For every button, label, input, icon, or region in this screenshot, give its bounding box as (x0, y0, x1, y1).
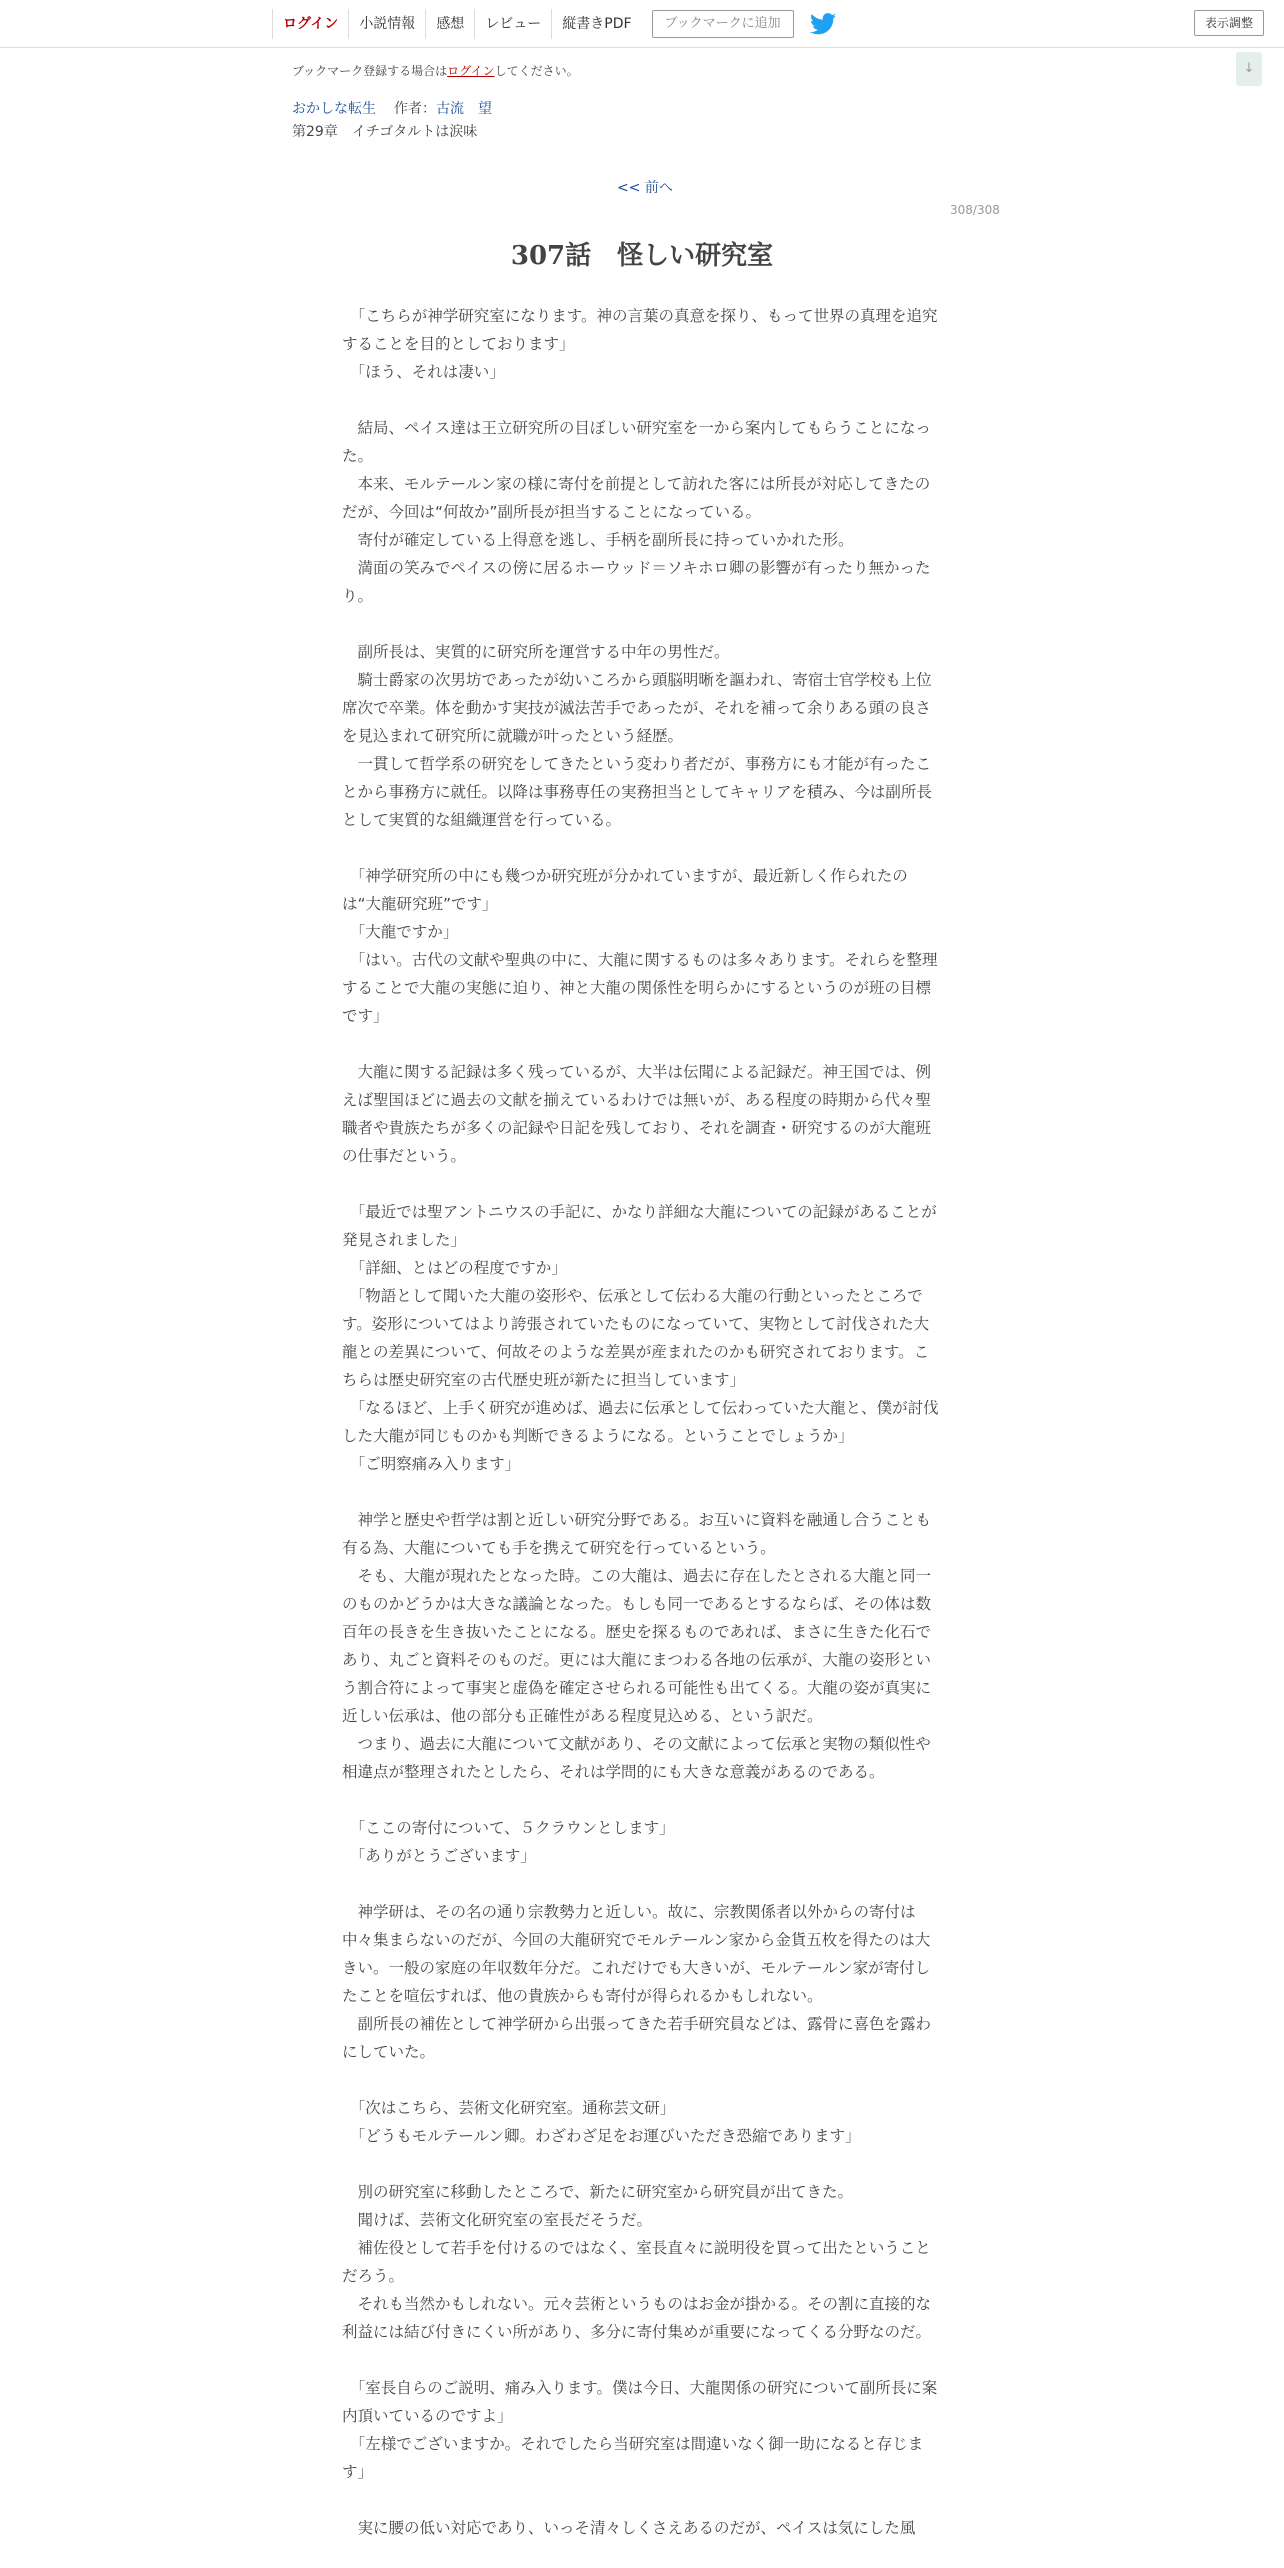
novel-paragraph: 大龍に関する記録は多く残っているが、大半は伝聞による記録だ。神王国では、例えば聖国ほどに過去の文献を揃えているわけでは無いが、ある程度の時期から代々聖職者や貴族たちが多くの記録や日記を残しており、それを調査・研究するのが大龍班の仕事だという。 (342, 1063, 932, 1165)
chapter-title: 第29章 イチゴタルトは涙味 (292, 124, 478, 140)
novel-paragraph: そも、大龍が現れたとなった時。この大龍は、過去に存在したとされる大龍と同一のものかどうかは大きな議論となった。もしも同一であるとするならば、その体は数百年の長きを生き抜いたことになる。歴史を探るものであれば、まさに生きた化石であり、丸ごと資料そのものだ。更には大龍にまつわる各地の伝承が、大龍の姿形という割合符によって事実と虚偽を確定させられる可能性も出てくる。大龍の姿が真実に近しい伝承は、他の部分も正確性がある程度見込める、という訳だ。 (342, 1567, 932, 1725)
novel-paragraph (342, 2066, 942, 2094)
novel-paragraph: 「物語として聞いた大龍の姿形や、伝承として伝わる大龍の行動といったところです。姿形についてはより誇張されていたものになっていて、実物として討伐された大龍との差異について、何故そのような差異が産まれたのかも研究されております。こちらは歴史研究室の古代歴史班が新たに担当しています」 (342, 1287, 930, 1389)
novel-paragraph: 満面の笑みでペイスの傍に居るホーウッド＝ソキホロ卿の影響が有ったり無かったり。 (342, 559, 931, 605)
episode-title: 307話 怪しい研究室 (510, 241, 774, 271)
novel-paragraph: 副所長は、実質的に研究所を運営する中年の男性だ。 (342, 643, 730, 661)
novel-paragraph: 「どうもモルテールン卿。わざわざ足をお運びいただき恐縮であります」 (342, 2127, 861, 2145)
novel-paragraph: 「次はこちら、芸術文化研究室。通称芸文研」 (342, 2099, 676, 2117)
novel-paragraph (342, 1786, 942, 1814)
arrow-down-icon[interactable]: ↓ (1236, 52, 1262, 86)
add-bookmark-button[interactable]: ブックマークに追加 (652, 10, 794, 38)
novel-paragraph: 「ほう、それは凄い」 (342, 363, 505, 381)
novel-paragraph: 「詳細、とはどの程度ですか」 (342, 1259, 567, 1277)
novel-paragraph: 補佐役として若手を付けるのではなく、室長直々に説明役を買って出たということだろう。 (342, 2239, 931, 2285)
novel-paragraph: つまり、過去に大龍について文献があり、その文献によって伝承と実物の類似性や相違点が整理されたとしたら、それは学問的にも大きな意義があるのである。 (342, 1735, 931, 1781)
novel-paragraph (342, 2346, 942, 2374)
novel-paragraph (342, 610, 942, 638)
novel-paragraph (342, 2486, 942, 2514)
novel-paragraph: それも当然かもしれない。元々芸術というものはお金が掛かる。その割に直接的な利益には結び付きにくい所があり、多分に寄付集めが重要になってくる分野なのだ。 (342, 2295, 932, 2341)
novel-paragraph (342, 1870, 942, 1898)
novel-body (342, 302, 942, 2542)
bookmark-login-note (292, 62, 579, 79)
novel-paragraph: 寄付が確定している上得意を逃し、手柄を副所長に持っていかれた形。 (342, 531, 854, 549)
novel-paragraph: 「大龍ですか」 (342, 923, 459, 941)
novel-paragraph: 「はい。古代の文献や聖典の中に、大龍に関するものは多々あります。それらを整理することで大龍の実態に迫り、神と大龍の関係性を明らかにするというのが班の目標です」 (342, 951, 938, 1025)
nav-vertical-pdf-link[interactable]: 縦書きPDF (551, 9, 641, 39)
nav-novel-info-link[interactable]: 小説情報 (348, 9, 425, 39)
display-settings-button[interactable]: 表示調整 (1194, 10, 1264, 36)
nav-review-link[interactable]: レビュー (474, 9, 551, 39)
novel-paragraph (342, 1478, 942, 1506)
novel-paragraph: 「なるほど、上手く研究が進めば、過去に伝承として伝わっていた大龍と、僕が討伐した大龍が同じものかも判断できるようになる。ということでしょうか」 (342, 1399, 939, 1445)
bookmark-note-after: してください。 (494, 64, 579, 78)
novel-paragraph: 「最近では聖アントニウスの手記に、かなり詳細な大龍についての記録があることが発見されました」 (342, 1203, 937, 1249)
novel-paragraph: 一貫して哲学系の研究をしてきたという変わり者だが、事務方にも才能が有ったことから事務方に就任。以降は事務専任の実務担当としてキャリアを積み、今は副所長として実質的な組織運営を行っている。 (342, 755, 932, 829)
novel-paragraph: 聞けば、芸術文化研究室の室長だそうだ。 (342, 2211, 653, 2229)
novel-paragraph: 騎士爵家の次男坊であったが幼いころから頭脳明晰を謳われ、寄宿士官学校も上位席次で卒業。体を動かす実技が滅法苦手であったが、それを補って余りある頭の良さを見込まれて研究所に就職が叶ったという経歴。 (342, 671, 932, 745)
bookmark-note-before: ブックマーク登録する場合は (292, 64, 448, 78)
novel-paragraph: 別の研究室に移動したところで、新たに研究室から研究員が出てきた。 (342, 2183, 854, 2201)
top-nav-bar (0, 0, 1284, 48)
novel-paragraph: 副所長の補佐として神学研から出張ってきた若手研究員などは、露骨に喜色を露わにしていた。 (342, 2015, 932, 2061)
novel-paragraph: 「室長自らのご説明、痛み入ります。僕は今日、大龍関係の研究について副所長に案内頂いているのですよ」 (342, 2379, 938, 2425)
author-link[interactable]: 古流 望 (436, 101, 492, 117)
novel-paragraph (342, 2150, 942, 2178)
nav-login-link[interactable]: ログイン (272, 9, 348, 39)
nav-menu (272, 8, 836, 40)
bookmark-note-login-link[interactable]: ログイン (447, 64, 495, 78)
novel-paragraph: 実に腰の低い対応であり、いっそ清々しくさえあるのだが、ペイスは気にした風 (342, 2519, 916, 2537)
novel-paragraph: 神学と歴史や哲学は割と近しい研究分野である。お互いに資料を融通し合うことも有る為、大龍についても手を携えて研究を行っているという。 (342, 1511, 932, 1557)
novel-paragraph: 「ここの寄付について、５クラウンとします」 (342, 1819, 675, 1837)
page-count: 308/308 (950, 203, 1000, 217)
prev-page-link[interactable]: << 前へ (617, 180, 673, 196)
novel-title-link[interactable]: おかしな転生 (292, 101, 376, 117)
novel-info (292, 98, 492, 118)
novel-paragraph (342, 1170, 942, 1198)
novel-paragraph: 「ご明察痛み入ります」 (342, 1455, 521, 1473)
novel-paragraph: 本来、モルテールン家の様に寄付を前提として訪れた客には所長が対応してきたのだが、今回は“何故か”副所長が担当することになっている。 (342, 475, 931, 521)
novel-paragraph: 「左様でございますか。それでしたら当研究室は間違いなく御一助になると存じます」 (342, 2435, 924, 2481)
novel-paragraph: 「こちらが神学研究室になります。神の言葉の真意を探り、もって世界の真理を追究することを目的としております」 (342, 307, 938, 353)
twitter-bird-icon[interactable] (810, 13, 836, 35)
author-label: 作者： (394, 101, 436, 117)
novel-paragraph: 結局、ペイス達は王立研究所の目ぼしい研究室を一から案内してもらうことになった。 (342, 419, 931, 465)
novel-paragraph: 「神学研究所の中にも幾つか研究班が分かれていますが、最近新しく作られたのは“大龍研究班”です」 (342, 867, 908, 913)
novel-paragraph (342, 834, 942, 862)
novel-paragraph: 神学研は、その名の通り宗教勢力と近しい。故に、宗教関係者以外からの寄付は中々集まらないのだが、今回の大龍研究でモルテールン家から金貨五枚を得たのは大きい。一般の家庭の年収数年分だ。これだけでも大きいが、モルテールン家が寄付したことを喧伝すれば、他の貴族からも寄付が得られるかもしれない。 (342, 1903, 931, 2005)
nav-impressions-link[interactable]: 感想 (425, 9, 474, 39)
novel-paragraph: 「ありがとうございます」 (342, 1847, 536, 1865)
novel-paragraph (342, 1030, 942, 1058)
novel-paragraph (342, 386, 942, 414)
